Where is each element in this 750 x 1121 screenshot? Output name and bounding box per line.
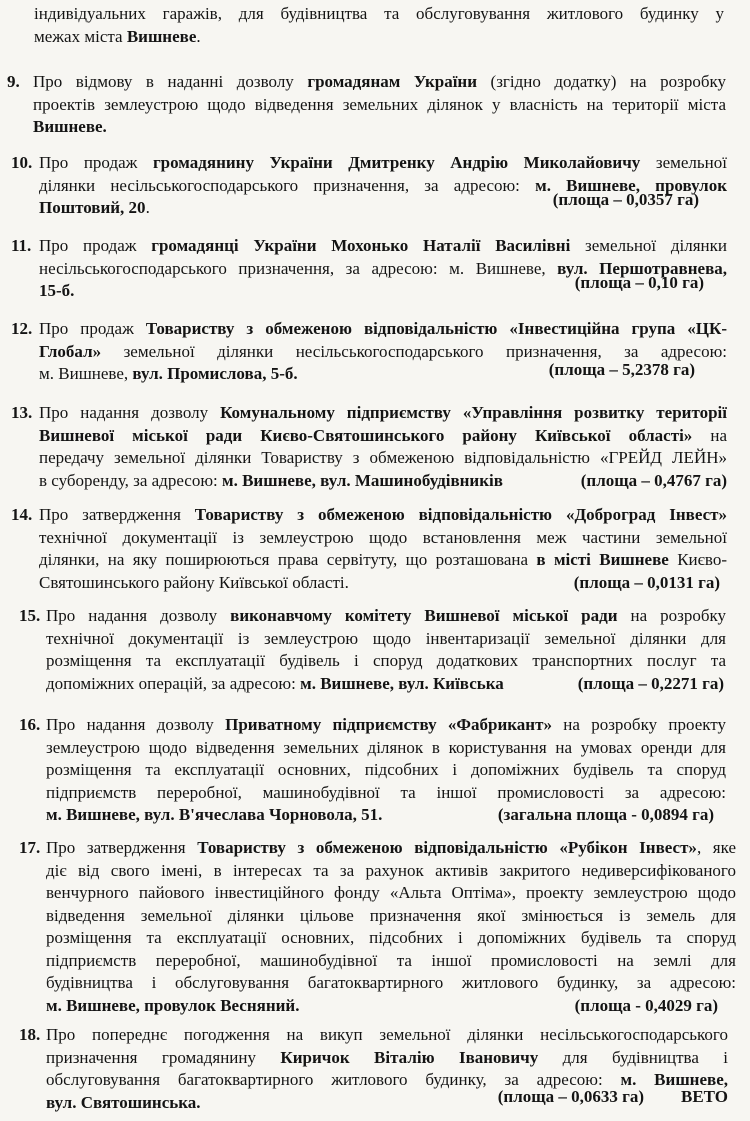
text-line: венчурного пайового інвестиційного фонду «Альта Оптіма», проекту землеустрою щодо bbox=[46, 883, 736, 902]
text-line: вул. Святошинська. (площа – 0,0633 га) ВЕТО bbox=[46, 1086, 728, 1112]
area-label: (площа - 0,4029 га) bbox=[574, 995, 718, 1015]
text-line: Вишневої міської ради Києво-Святошинського району Київської області» на bbox=[39, 425, 728, 445]
text-line: підприємств переробної, машинобудівної та іншої промисловості на землі для bbox=[46, 950, 736, 970]
text-line: будівництва і обслуговування багатоквартирного житлового будинку, за адресою: bbox=[46, 973, 736, 992]
item-number: 17. bbox=[19, 838, 41, 857]
text-line: Святошинського району Київської області. (площа – 0,0131 га) bbox=[39, 572, 727, 595]
area-label: (площа – 0,10 га) bbox=[574, 273, 704, 292]
text-line: м. Вишневе, вул. Промислова, 5-б. (площа – 5,2378 га) bbox=[39, 360, 695, 383]
text-line: розміщення та експлуатації будівель і споруд додаткових транспортних послуг та bbox=[46, 651, 726, 670]
item-number: 10. bbox=[11, 153, 33, 172]
text-line: Про надання дозволу виконавчому комітету Вишневої міської ради на розробку bbox=[46, 606, 726, 625]
text-line: відведення земельної ділянки цільове призначення якої змінюється із земель для bbox=[46, 905, 736, 925]
text-line: в суборенду, за адресою: м. Вишневе, вул. Машинобудівників (площа – 0,4767 га) bbox=[39, 470, 727, 493]
area-label: (площа – 0,0131 га) bbox=[573, 572, 720, 592]
text-line: діє від свого імені, в інтересах та за рахунок активів закритого недиверсифікованого bbox=[46, 860, 736, 880]
text-line: Про надання дозволу Приватному підприємству «Фабрикант» на розробку проекту bbox=[46, 715, 726, 734]
text-line: землеустрою щодо відведення земельних ділянок в користування на умовах оренди для bbox=[46, 737, 726, 757]
text-line: межах міста Вишневе. bbox=[34, 26, 201, 46]
area-label: (площа – 0,0633 га) bbox=[497, 1086, 644, 1106]
text-line: Про попереднє погодження на викуп земельної ділянки несільськогосподарського bbox=[46, 1025, 728, 1044]
area-label: (площа – 0,0357 га) bbox=[552, 190, 699, 209]
item-number: 9. bbox=[7, 72, 20, 91]
text-line: Вишневе. bbox=[33, 117, 107, 136]
area-label: (площа – 0,4767 га) bbox=[580, 470, 727, 490]
text-line: обслуговування багатоквартирного житлового будинку, за адресою: м. Вишневе, bbox=[46, 1070, 728, 1089]
item-number: 12. bbox=[11, 319, 33, 338]
item-number: 13. bbox=[11, 403, 33, 422]
text-line: Про продаж громадянці України Мохонько Наталії Василівні земельної ділянки bbox=[39, 236, 727, 255]
text-line: індивідуальних гаражів, для будівництва та обслуговування житлового будинку у bbox=[34, 4, 724, 23]
veto-label: ВЕТО bbox=[680, 1086, 728, 1106]
item-number: 14. bbox=[11, 505, 33, 524]
text-line: ділянки несільськогосподарського призначення, за адресою: м. Вишневе, провулок bbox=[39, 175, 728, 195]
area-label: (загальна площа - 0,0894 га) bbox=[497, 805, 714, 824]
text-line: Поштовий, 20. (площа – 0,0357 га) bbox=[39, 190, 699, 217]
text-line: Про продаж громадянину України Дмитренку Андрію Миколайовичу земельної bbox=[39, 153, 727, 172]
text-line: ділянки, на яку поширюються права сервітуту, що розташована в місті Вишневе Києво- bbox=[39, 550, 728, 569]
item-number: 18. bbox=[19, 1025, 41, 1044]
item-number: 15. bbox=[19, 606, 41, 625]
text-line: Про надання дозволу Комунальному підприємству «Управління розвитку території bbox=[39, 403, 727, 422]
text-line: 15-б. (площа – 0,10 га) bbox=[39, 273, 704, 300]
text-line: Про продаж Товариству з обмеженою відповідальністю «Інвестиційна група «ЦК- bbox=[39, 319, 728, 338]
text-line: призначення громадянину Киричок Віталію Івановичу для будівництва і bbox=[46, 1047, 728, 1067]
item-number: 16. bbox=[19, 715, 41, 734]
text-line: передачу земельної ділянки Товариству з обмеженою відповідальністю «ГРЕЙД ЛЕЙН» bbox=[39, 448, 727, 467]
text-line: проектів землеустрою щодо відведення земельних ділянок у власність на території міста bbox=[33, 94, 726, 114]
text-line: технічної документації із землеустрою щодо інвентаризації земельної ділянки для bbox=[46, 628, 726, 648]
text-line: Про затвердження Товариству з обмеженою відповідальністю «Рубікон Інвест», яке bbox=[46, 838, 737, 857]
item-number: 11. bbox=[11, 236, 32, 255]
text-line: Про відмову в наданні дозволу громадянам України (згідно додатку) на розробку bbox=[33, 72, 726, 91]
area-label: (площа – 0,2271 га) bbox=[577, 673, 724, 693]
text-line: м. Вишневе, провулок Весняний. (площа - 0,4029 га) bbox=[46, 995, 736, 1018]
text-line: несільськогосподарського призначення, за адресою: м. Вишневе, вул. Першотравнева, bbox=[39, 258, 728, 278]
text-line: Глобал» земельної ділянки несільськогосподарського призначення, за адресою: bbox=[39, 341, 727, 361]
text-line: розміщення та експлуатації основних, підсобних і допоміжних будівель та споруд bbox=[46, 928, 736, 947]
area-label: (площа – 5,2378 га) bbox=[548, 360, 695, 379]
text-line: допоміжних операцій, за адресою: м. Вишневе, вул. Київська (площа – 0,2271 га) bbox=[46, 673, 726, 696]
text-line: Про затвердження Товариству з обмеженою відповідальністю «Доброград Інвест» bbox=[39, 505, 727, 524]
continuation-paragraph bbox=[34, 3, 724, 48]
text-line: технічної документації із землеустрою щодо встановлення меж частини земельної bbox=[39, 527, 727, 547]
text-line: підприємств переробної, машинобудівної та іншої промисловості за адресою: bbox=[46, 782, 726, 802]
text-line: розміщення та експлуатації основних, підсобних і допоміжних будівель та споруд bbox=[46, 760, 726, 779]
text-line: м. Вишневе, вул. В'ячеслава Чорновола, 51. (загальна площа - 0,0894 га) bbox=[46, 804, 726, 827]
